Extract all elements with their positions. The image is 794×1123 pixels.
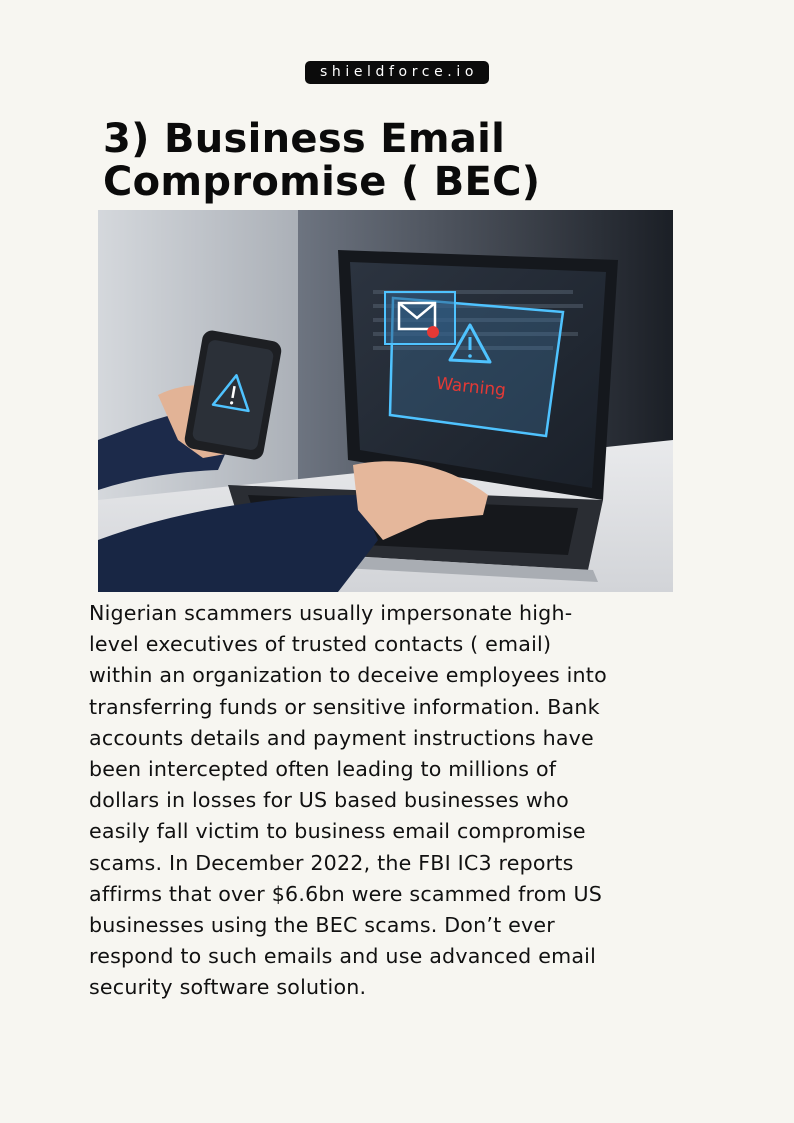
page-title: [103, 118, 703, 204]
body-line: Nigerian scammers usually impersonate high-: [89, 601, 573, 625]
title-line: Compromise ( BEC): [103, 159, 541, 205]
body-line: dollars in losses for US based businesses who: [89, 788, 569, 813]
body-line: accounts details and payment instructions have: [89, 725, 594, 750]
email-icon: [385, 292, 455, 344]
body-line: easily fall victim to business email compromise: [89, 819, 586, 844]
article-body: [89, 598, 699, 1004]
body-line: level executives of trusted contacts ( email): [89, 632, 552, 657]
body-line: security software solution.: [89, 975, 367, 1000]
body-line: been intercepted often leading to millions of: [89, 757, 557, 782]
brand-badge: shieldforce.io: [305, 61, 489, 84]
article-photo: [98, 210, 673, 592]
body-line: scams. In December 2022, the FBI IC3 reports: [89, 850, 574, 875]
bec-illustration: [98, 210, 673, 592]
title-line: 3) Business Email: [103, 116, 506, 162]
body-line: affirms that over $6.6bn were scammed from US: [89, 881, 603, 906]
body-line: transferring funds or sensitive information. Bank: [89, 694, 600, 719]
body-line: within an organization to deceive employees into: [89, 663, 607, 688]
warning-label: Warning: [435, 373, 507, 401]
body-line: respond to such emails and use advanced email: [89, 944, 596, 969]
body-line: businesses using the BEC scams. Don’t ever: [89, 913, 555, 938]
